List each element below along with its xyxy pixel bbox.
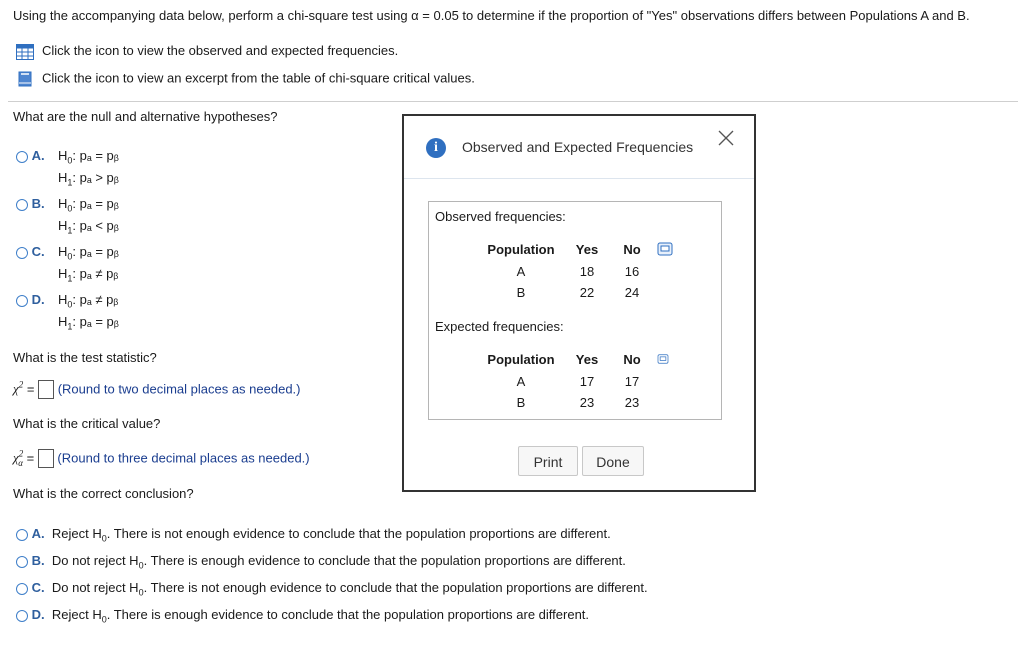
radio-conclusion-c[interactable] (16, 583, 28, 595)
q3-hint: (Round to three decimal places as needed.) (57, 450, 310, 466)
critical-value-row: $\chi^2_\alpha$ = (Round to three decimal places as needed.) (13, 449, 310, 468)
q2-prompt: What is the test statistic? (13, 350, 157, 365)
radio-conclusion-a[interactable] (16, 529, 28, 541)
conclusion-option-a[interactable]: A. Reject $H_0$. There is not enough evidence to conclude that the population proportions are different. (16, 526, 611, 544)
q4-prompt: What is the correct conclusion? (13, 486, 194, 501)
q2-hint: (Round to two decimal places as needed.) (57, 381, 301, 397)
critical-values-link-row[interactable] (16, 70, 475, 88)
critical-value-input[interactable] (38, 449, 54, 468)
radio-c[interactable] (16, 247, 28, 259)
test-statistic-input[interactable] (38, 380, 54, 399)
hypothesis-option-c[interactable]: C. $H_0$: pₐ = pᵦ $H_1$: pₐ ≠ pᵦ (16, 241, 45, 263)
h1-text: pₐ > pᵦ (79, 170, 119, 185)
q1-prompt: What are the null and alternative hypotheses? (13, 109, 278, 124)
radio-d[interactable] (16, 295, 28, 307)
copy-icon[interactable] (657, 354, 669, 364)
frequencies-link-text[interactable]: Click the icon to view the observed and expected frequencies. (42, 43, 399, 58)
observed-header-no: No (623, 242, 641, 257)
book-icon[interactable] (16, 70, 34, 88)
radio-conclusion-b[interactable] (16, 556, 28, 568)
expected-header-population: Population (487, 352, 555, 367)
expected-cell: 23 (624, 395, 640, 410)
hypothesis-option-a[interactable]: A. $H_0$: pₐ = pᵦ $H_1$: pₐ > pᵦ (16, 145, 45, 167)
observed-cell: B (516, 285, 526, 300)
observed-cell: 24 (624, 285, 640, 300)
expected-cell: 17 (579, 374, 595, 389)
done-button[interactable]: Done (582, 446, 644, 476)
frequencies-link-row[interactable] (16, 43, 398, 60)
hypothesis-option-b[interactable]: B. $H_0$: pₐ = pᵦ $H_1$: pₐ < pᵦ (16, 193, 45, 215)
conclusion-option-d[interactable]: D. Reject $H_0$. There is enough evidence to conclude that the population proportions are different. (16, 607, 589, 625)
expected-cell: 23 (579, 395, 595, 410)
question-text: Using the accompanying data below, perform a chi-square test using α = 0.05 to determine if the proportion of "Yes" observations differs between Populations A and B. (13, 8, 970, 23)
test-statistic-row: $\chi^2$ = (Round to two decimal places as needed.) (13, 380, 301, 399)
expected-cell: A (516, 374, 526, 389)
expected-cell: 17 (624, 374, 640, 389)
h0-text: pₐ = pᵦ (79, 196, 119, 211)
expected-header-no: No (623, 352, 641, 367)
observed-cell: 18 (579, 264, 595, 279)
radio-b[interactable] (16, 199, 28, 211)
critical-values-link-text[interactable]: Click the icon to view an excerpt from the table of chi-square critical values. (42, 70, 475, 86)
conclusion-option-b[interactable]: B. Do not reject $H_0$. There is enough evidence to conclude that the population proportions are different. (16, 553, 626, 571)
close-icon[interactable] (716, 128, 736, 148)
h1-text: pₐ = pᵦ (79, 314, 119, 329)
conclusion-option-c[interactable]: C. Do not reject $H_0$. There is not enough evidence to conclude that the population proportions are different. (16, 580, 648, 598)
observed-header-population: Population (487, 242, 555, 257)
h0-text: pₐ = pᵦ (79, 148, 119, 163)
h0-text: pₐ ≠ pᵦ (79, 292, 119, 307)
radio-a[interactable] (16, 151, 28, 163)
observed-header-yes: Yes (575, 242, 599, 257)
info-icon: i (426, 138, 446, 158)
dialog-header (404, 116, 754, 179)
table-icon[interactable] (16, 44, 34, 60)
observed-cell: A (516, 264, 526, 279)
expected-header-yes: Yes (575, 352, 599, 367)
dialog-title: Observed and Expected Frequencies (462, 139, 694, 155)
frequencies-panel (428, 201, 722, 420)
observed-title: Observed frequencies: (435, 209, 566, 224)
copy-icon[interactable] (657, 242, 673, 256)
h0-text: pₐ = pᵦ (79, 244, 119, 259)
expected-title: Expected frequencies: (435, 319, 564, 334)
divider (8, 101, 1018, 102)
expected-cell: B (516, 395, 526, 410)
h1-text: pₐ ≠ pᵦ (79, 266, 119, 281)
h1-text: pₐ < pᵦ (79, 218, 119, 233)
frequencies-dialog (402, 114, 756, 492)
radio-conclusion-d[interactable] (16, 610, 28, 622)
print-button[interactable]: Print (518, 446, 578, 476)
q3-prompt: What is the critical value? (13, 416, 161, 431)
hypothesis-option-d[interactable]: D. $H_0$: pₐ ≠ pᵦ $H_1$: pₐ = pᵦ (16, 289, 45, 311)
observed-cell: 16 (624, 264, 640, 279)
observed-cell: 22 (579, 285, 595, 300)
